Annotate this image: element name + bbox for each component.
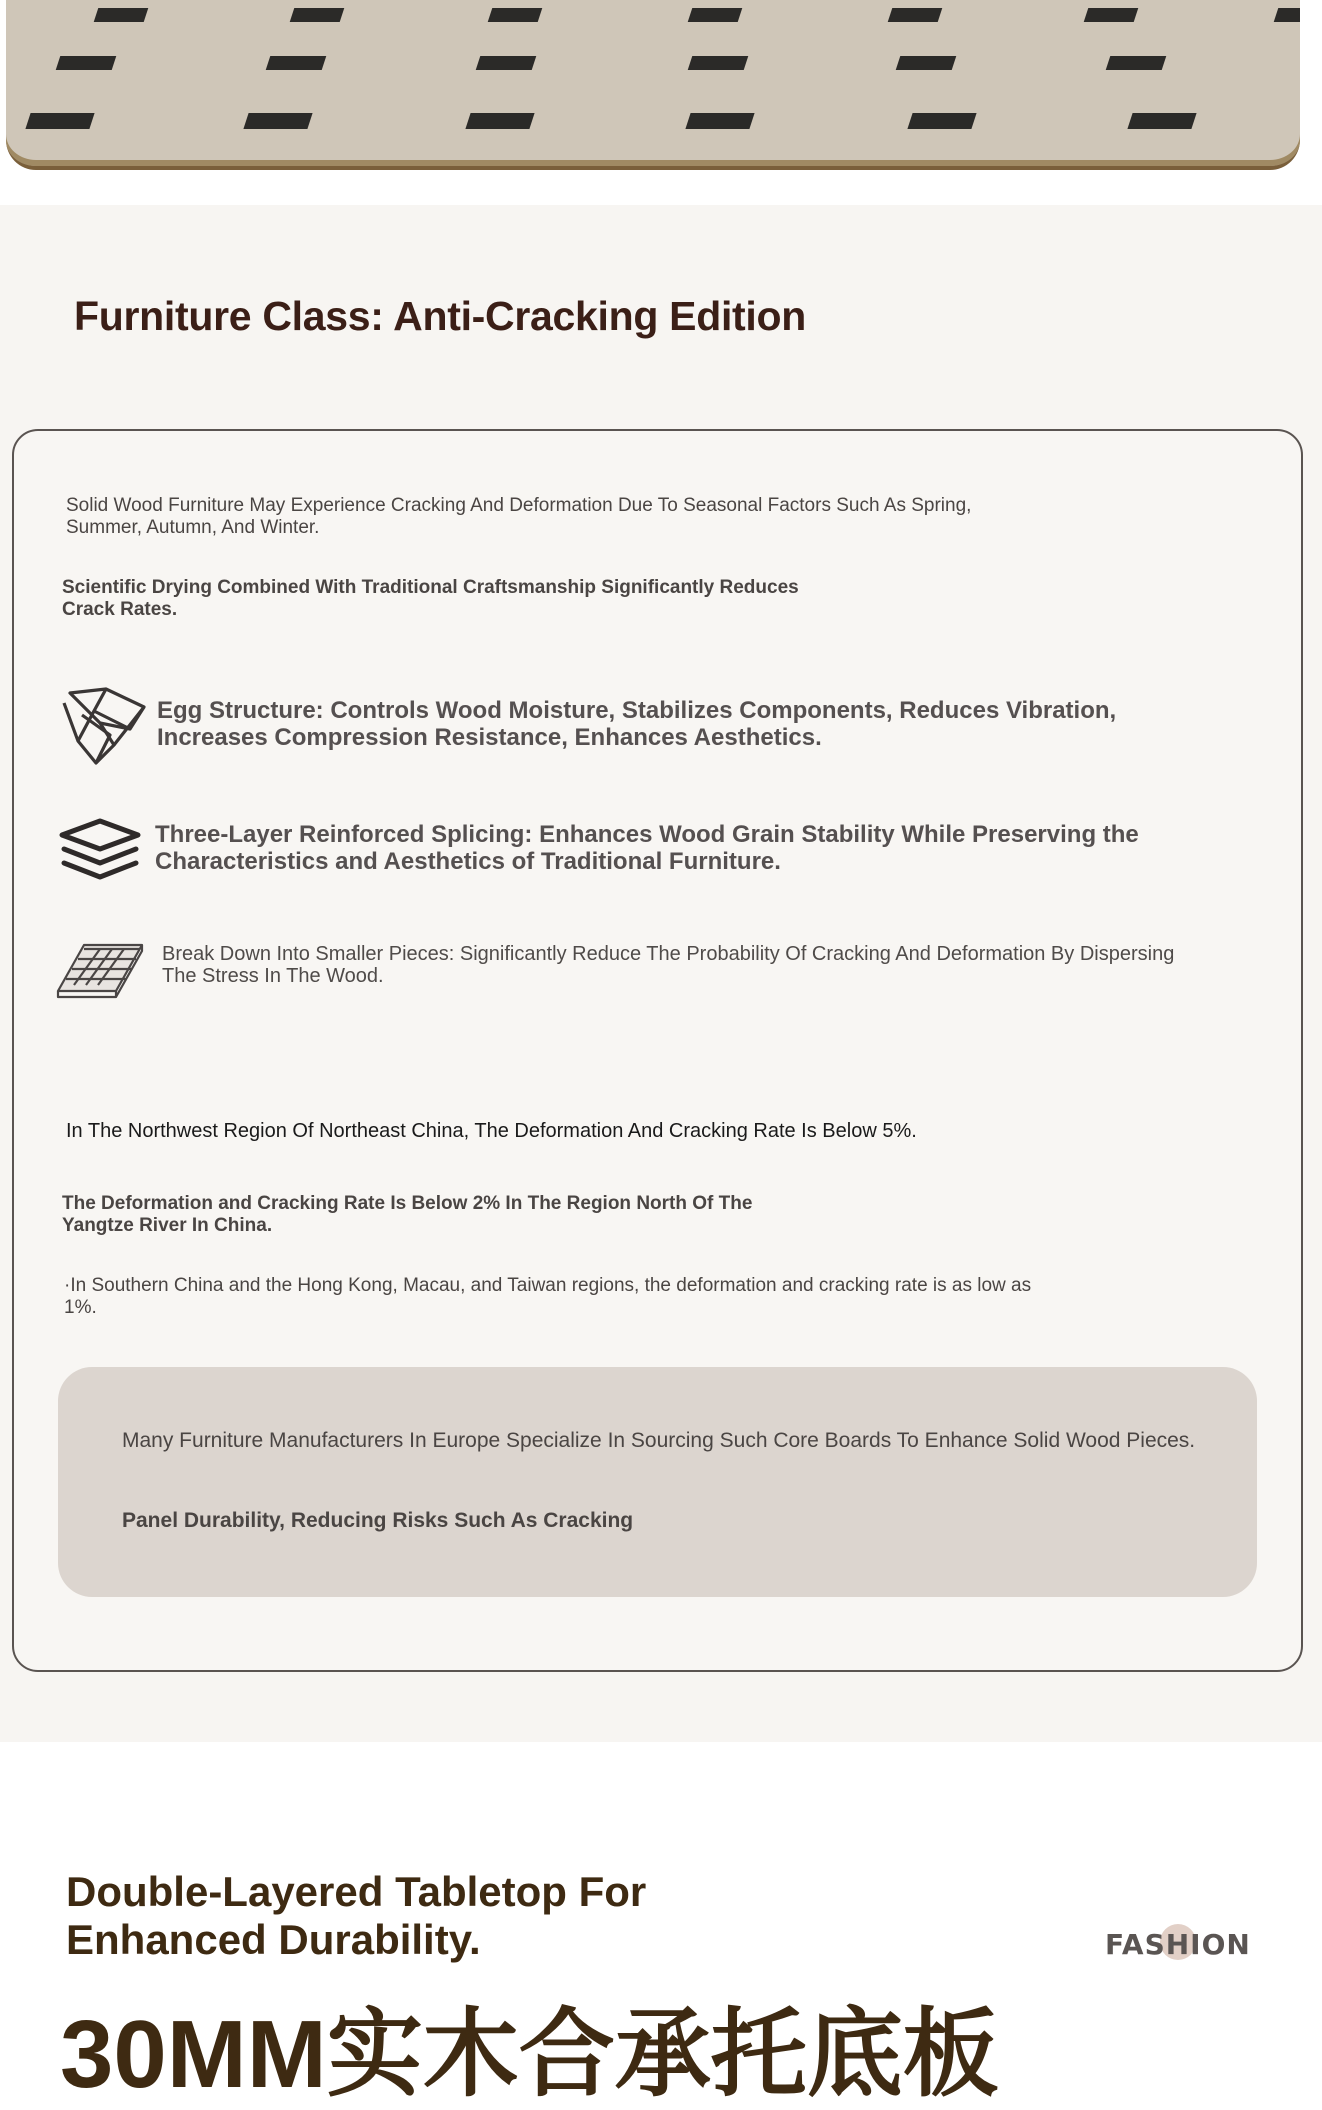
rug-image — [6, 0, 1300, 170]
rug-pattern-mark — [488, 8, 543, 22]
feature-egg-structure-text: Egg Structure: Controls Wood Moisture, Stabilizes Components, Reduces Vibration, Increases Compression Resistance, Enhances Aesthetics. — [157, 697, 1117, 751]
rug-pattern-mark — [688, 8, 743, 22]
egg-structure-icon — [60, 685, 146, 765]
rug-pattern-mark — [465, 113, 534, 129]
rug-pattern-mark — [243, 113, 312, 129]
rug-pattern-mark — [688, 56, 749, 70]
rug-pattern-mark — [1127, 113, 1196, 129]
info-card — [12, 429, 1303, 1672]
layers-icon — [58, 817, 142, 883]
rug-pattern-mark — [290, 8, 345, 22]
rug-banner — [0, 0, 1322, 200]
info-box-line2: Panel Durability, Reducing Risks Such As Cracking — [122, 1509, 634, 1532]
rate-yangtze-text: The Deformation and Cracking Rate Is Below 2% In The Region North Of The Yangtze River In China. — [62, 1193, 753, 1236]
intro-subtext: Scientific Drying Combined With Traditional Craftsmanship Significantly Reduces Crack Rates. — [62, 577, 799, 620]
feature-layers-text: Three-Layer Reinforced Splicing: Enhances Wood Grain Stability While Preserving the Characteristics and Aesthetics of Traditional Furniture. — [155, 821, 1139, 875]
rug-pattern-mark — [1106, 56, 1167, 70]
feature-small-pieces-text: Break Down Into Smaller Pieces: Significantly Reduce The Probability Of Cracking And Deformation By Dispersing The Stress In The Wood. — [162, 943, 1175, 987]
rug-pattern-mark — [1274, 8, 1300, 22]
rug-pattern-mark — [685, 113, 754, 129]
section-title: Furniture Class: Anti-Cracking Edition — [74, 293, 806, 339]
info-box-line1: Many Furniture Manufacturers In Europe Specialize In Sourcing Such Core Boards To Enhance Solid Wood Pieces. — [122, 1429, 1196, 1452]
big-heading: 30MM实木合承托底板 — [60, 2001, 999, 2108]
core-board-info-box — [58, 1367, 1257, 1597]
intro-text: Solid Wood Furniture May Experience Cracking And Deformation Due To Seasonal Factors Such As Spring, Summer, Autumn, And Winter. — [66, 495, 972, 538]
rug-pattern-mark — [888, 8, 943, 22]
rug-pattern-mark — [476, 56, 537, 70]
brand-logo: FASHION — [1105, 1928, 1251, 1961]
wood-planks-icon — [54, 939, 144, 1001]
rate-south-text: ·In Southern China and the Hong Kong, Macau, and Taiwan regions, the deformation and cracking rate is as low as 1%. — [64, 1275, 1032, 1318]
tabletop-heading: Double-Layered Tabletop For Enhanced Durability. — [66, 1868, 647, 1963]
rug-pattern-mark — [266, 56, 327, 70]
rate-northeast-text: In The Northwest Region Of Northeast China, The Deformation And Cracking Rate Is Below 5%. — [66, 1120, 917, 1142]
rug-pattern-mark — [896, 56, 957, 70]
rug-pattern-mark — [25, 113, 94, 129]
rug-pattern-mark — [907, 113, 976, 129]
rug-pattern-mark — [56, 56, 117, 70]
rug-pattern-mark — [1084, 8, 1139, 22]
anti-cracking-section — [0, 205, 1322, 1742]
rug-pattern-mark — [94, 8, 149, 22]
